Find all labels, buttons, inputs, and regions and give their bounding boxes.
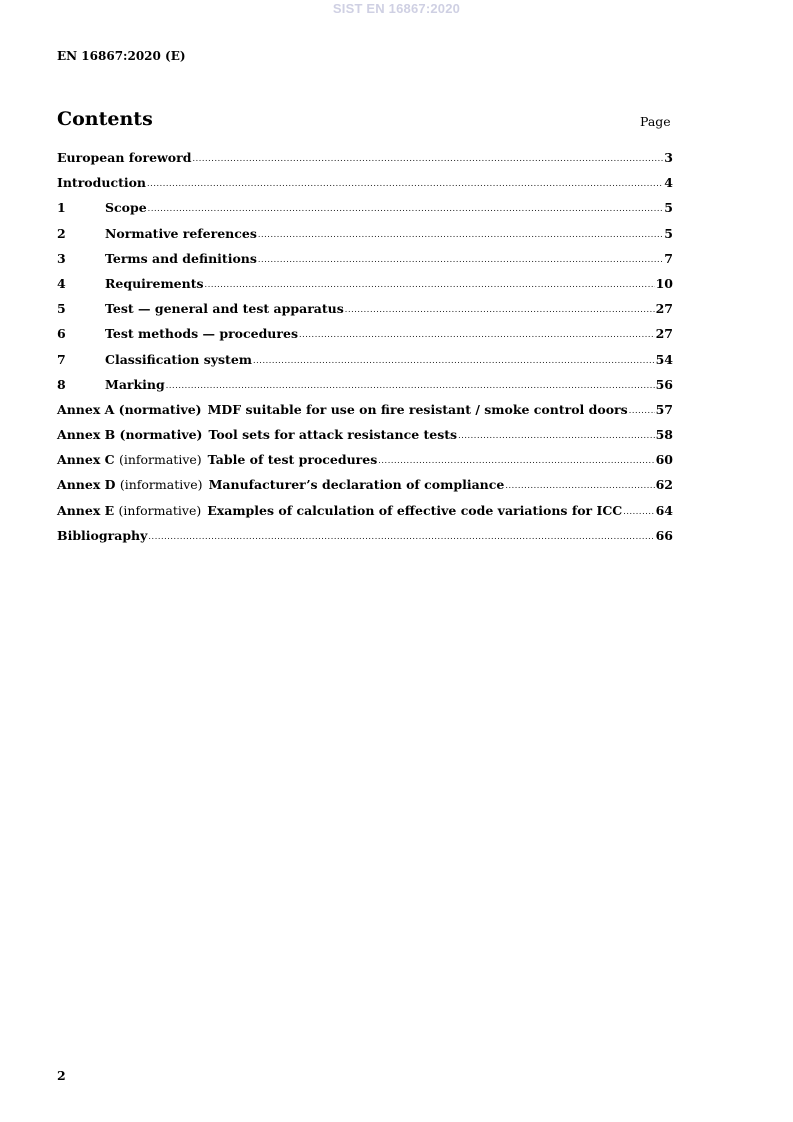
toc-leader-dots — [205, 280, 655, 289]
table-of-contents — [57, 150, 673, 553]
toc-entry-page: 27 — [655, 326, 673, 342]
toc-annex-label — [57, 503, 207, 518]
toc-entry-annex-a[interactable] — [57, 402, 673, 427]
toc-entry-page: 5 — [664, 200, 673, 216]
toc-entry-introduction[interactable] — [57, 175, 673, 200]
annex-status: (informative) — [118, 502, 202, 518]
toc-entry-title: Examples of calculation of effective code variations for ICC — [207, 502, 623, 518]
page-column-label: Page — [640, 114, 671, 129]
toc-entry-page: 56 — [655, 376, 673, 392]
toc-annex-label — [57, 427, 208, 442]
toc-entry-number: 8 — [57, 376, 66, 392]
toc-entry-page: 54 — [655, 351, 673, 367]
toc-entry-annex-c[interactable] — [57, 452, 673, 477]
toc-entry-clause-3[interactable] — [57, 251, 673, 276]
toc-entry-foreword[interactable] — [57, 150, 673, 175]
toc-entry-title: Bibliography — [57, 527, 148, 543]
toc-entry-title: Manufacturer’s declaration of compliance — [208, 477, 505, 493]
toc-entry-number: 1 — [57, 200, 66, 216]
toc-entry-title: European foreword — [57, 150, 192, 165]
annex-status: (informative) — [119, 477, 203, 493]
toc-entry-clause-2[interactable] — [57, 226, 673, 251]
toc-entry-clause-1[interactable] — [57, 200, 673, 225]
toc-entry-page: 3 — [664, 150, 673, 165]
toc-entry-title: Marking — [105, 376, 165, 392]
toc-entry-title: Tool sets for attack resistance tests — [208, 427, 458, 443]
toc-entry-page: 27 — [655, 301, 673, 317]
toc-entry-number: 3 — [57, 250, 66, 266]
toc-entry-annex-b[interactable] — [57, 427, 673, 452]
toc-entry-title: Classification system — [105, 351, 253, 367]
toc-leader-dots — [258, 255, 663, 264]
toc-entry-title: Test — general and test apparatus — [105, 301, 344, 317]
toc-entry-number: 4 — [57, 275, 66, 291]
toc-leader-dots — [192, 154, 663, 163]
toc-entry-title: Table of test procedures — [207, 452, 378, 468]
toc-entry-page: 66 — [655, 527, 673, 543]
toc-annex-label — [57, 477, 209, 492]
toc-entry-clause-5[interactable] — [57, 301, 673, 326]
toc-entry-clause-6[interactable] — [57, 326, 673, 351]
toc-entry-page: 5 — [664, 225, 673, 241]
toc-leader-dots — [505, 481, 654, 490]
annex-designation: Annex C — [57, 452, 115, 468]
toc-entry-title: Requirements — [105, 275, 204, 291]
toc-entry-number: 2 — [57, 225, 66, 241]
toc-entry-number: 7 — [57, 351, 66, 367]
toc-entry-title: MDF suitable for use on fire resistant / smoke control doors — [207, 401, 628, 417]
toc-entry-title: Test methods — procedures — [105, 326, 298, 342]
page-number: 2 — [57, 1068, 66, 1083]
toc-leader-dots — [345, 305, 655, 314]
toc-entry-page: 64 — [655, 502, 673, 518]
toc-entry-annex-d[interactable] — [57, 477, 673, 502]
annex-designation: Annex B (normative) — [57, 427, 203, 443]
toc-leader-dots — [166, 381, 655, 390]
toc-leader-dots — [148, 532, 654, 541]
toc-leader-dots — [147, 179, 663, 188]
toc-entry-clause-7[interactable] — [57, 352, 673, 377]
toc-annex-label — [57, 452, 208, 467]
toc-leader-dots — [258, 230, 663, 239]
toc-entry-title: Terms and definitions — [105, 250, 257, 266]
annex-designation: Annex E — [57, 502, 115, 518]
annex-designation: Annex A (normative) — [57, 401, 202, 417]
annex-status: (informative) — [118, 452, 202, 468]
toc-entry-page: 57 — [655, 401, 673, 417]
toc-entry-number: 5 — [57, 301, 66, 317]
watermark: SIST EN 16867:2020 — [332, 1, 461, 16]
toc-entry-page: 58 — [655, 427, 673, 443]
toc-entry-page: 60 — [655, 452, 673, 468]
annex-designation: Annex D — [57, 477, 116, 493]
contents-title: Contents — [57, 108, 153, 130]
toc-leader-dots — [378, 456, 654, 465]
toc-leader-dots — [629, 406, 655, 415]
toc-entry-title: Normative references — [105, 225, 257, 241]
toc-entry-clause-4[interactable] — [57, 276, 673, 301]
toc-leader-dots — [623, 507, 654, 516]
toc-entry-page: 10 — [655, 275, 673, 291]
toc-entry-bibliography[interactable] — [57, 528, 673, 553]
toc-leader-dots — [299, 330, 655, 339]
toc-entry-number: 6 — [57, 326, 66, 342]
toc-entry-title: Introduction — [57, 175, 147, 191]
toc-entry-page: 7 — [664, 250, 673, 266]
toc-entry-clause-8[interactable] — [57, 377, 673, 402]
toc-annex-label — [57, 402, 208, 417]
document-reference: EN 16867:2020 (E) — [57, 49, 186, 63]
toc-leader-dots — [458, 431, 655, 440]
toc-entry-page: 4 — [664, 175, 673, 191]
toc-leader-dots — [148, 204, 664, 213]
toc-entry-annex-e[interactable] — [57, 503, 673, 528]
toc-leader-dots — [253, 356, 655, 365]
toc-entry-title: Scope — [105, 200, 147, 216]
toc-entry-page: 62 — [655, 477, 673, 493]
